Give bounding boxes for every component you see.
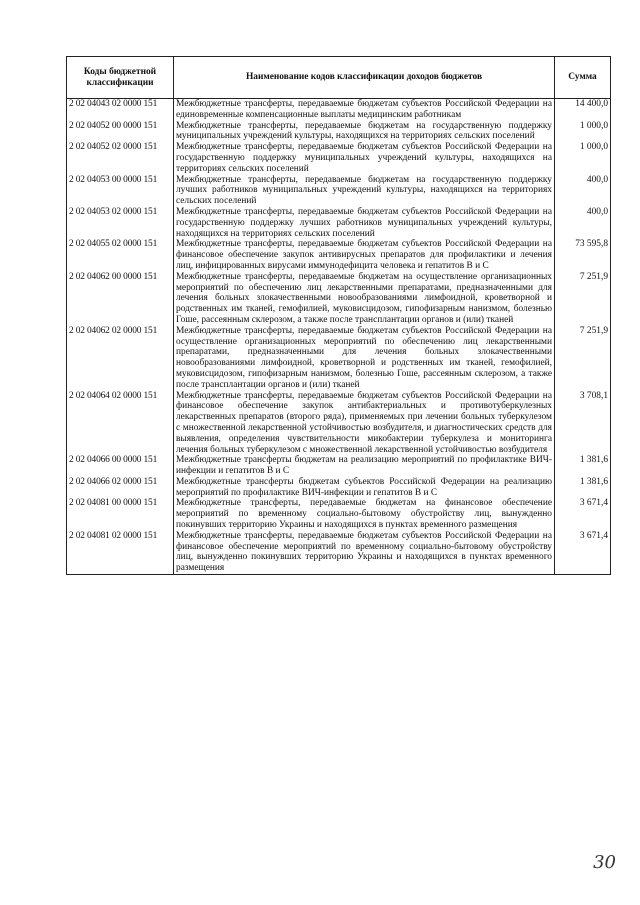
row-sum: 400,0 [555, 207, 611, 239]
row-code: 2 02 04053 02 0000 151 [67, 207, 174, 239]
row-code: 2 02 04066 02 0000 151 [67, 477, 174, 499]
table-row [67, 175, 611, 207]
row-code: 2 02 04066 00 0000 151 [67, 455, 174, 477]
table-row [67, 121, 611, 143]
row-name: Межбюджетные трансферты, передаваемые бюджетам субъектов Российской Федерации на государственную поддержку лучших работников муниципальных учреждений культуры, находящихся на территориях сельских поселений [174, 207, 555, 239]
row-code: 2 02 04081 00 0000 151 [67, 498, 174, 530]
row-code: 2 02 04081 02 0000 151 [67, 531, 174, 575]
row-code: 2 02 04062 02 0000 151 [67, 326, 174, 391]
row-sum: 14 400,0 [555, 99, 611, 121]
row-sum: 1 000,0 [555, 121, 611, 143]
row-code: 2 02 04064 02 0000 151 [67, 391, 174, 456]
table-row [67, 99, 611, 121]
row-name: Межбюджетные трансферты, передаваемые бюджетам на финансовое обеспечение мероприятий по временному социально-бытовому обустройству лиц, вынужденно покинувших территорию Украины и находящихся в пунктах временного размещения [174, 498, 555, 530]
row-code: 2 02 04053 00 0000 151 [67, 175, 174, 207]
row-sum: 73 595,8 [555, 239, 611, 271]
row-code: 2 02 04052 02 0000 151 [67, 142, 174, 174]
row-code: 2 02 04062 00 0000 151 [67, 272, 174, 326]
table-row [67, 207, 611, 239]
row-sum: 3 671,4 [555, 498, 611, 530]
table-row [67, 477, 611, 499]
row-sum: 400,0 [555, 175, 611, 207]
row-sum: 7 251,9 [555, 272, 611, 326]
table-row [67, 391, 611, 456]
row-sum: 1 381,6 [555, 477, 611, 499]
row-sum: 1 000,0 [555, 142, 611, 174]
table-row [67, 455, 611, 477]
header-sum: Сумма [555, 57, 611, 99]
row-sum: 1 381,6 [555, 455, 611, 477]
table-row [67, 272, 611, 326]
row-sum: 3 671,4 [555, 531, 611, 575]
table-row [67, 531, 611, 575]
row-code: 2 02 04043 02 0000 151 [67, 99, 174, 121]
table-row [67, 326, 611, 391]
row-name: Межбюджетные трансферты, передаваемые бюджетам на государственную поддержку лучших работников муниципальных учреждений культуры, находящихся на территориях сельских поселений [174, 175, 555, 207]
row-name: Межбюджетные трансферты бюджетам субъектов Российской Федерации на реализацию мероприятий по профилактике ВИЧ-инфекции и гепатитов В и С [174, 477, 555, 499]
table-body [67, 99, 611, 575]
row-name: Межбюджетные трансферты, передаваемые бюджетам субъектов Российской Федерации на осуществление организационных мероприятий по обеспечению лиц лекарственными препаратами, предназначенными для лечения больных злокачественными новообразованиями лимфоидной, кроветворной и родственных им тканей, гемофилией, муковисцидозом, гипофизарным нанизмом, болезнью Гоше, рассеянным склерозом, а также после трансплантации органов и (или) тканей [174, 326, 555, 391]
table-row [67, 498, 611, 530]
table-row [67, 239, 611, 271]
row-code: 2 02 04052 00 0000 151 [67, 121, 174, 143]
table-header [67, 57, 611, 99]
table-row [67, 142, 611, 174]
budget-classification-table [66, 56, 611, 575]
row-name: Межбюджетные трансферты, передаваемые бюджетам субъектов Российской Федерации на единовременные компенсационные выплаты медицинским работникам [174, 99, 555, 121]
row-name: Межбюджетные трансферты, передаваемые бюджетам на государственную поддержку муниципальных учреждений культуры, находящихся на территориях сельских поселений [174, 121, 555, 143]
page-number: 30 [593, 852, 616, 873]
row-name: Межбюджетные трансферты, передаваемые бюджетам субъектов Российской Федерации на финансовое обеспечение мероприятий по временному социально-бытовому обустройству лиц, вынужденно покинувших территорию Украины и находящихся в пунктах временного размещения [174, 531, 555, 575]
row-name: Межбюджетные трансферты, передаваемые бюджетам на осуществление организационных мероприятий по обеспечению лиц лекарственными препаратами, предназначенными для лечения больных злокачественными новообразованиями лимфоидной, кроветворной и родственных им тканей, гемофилией, муковисцидозом, гипофизарным нанизмом, болезнью Гоше, рассеянным склерозом, а также после трансплантации органов и (или) тканей [174, 272, 555, 326]
row-name: Межбюджетные трансферты, передаваемые бюджетам субъектов Российской Федерации на финансовое обеспечение закупок антивирусных препаратов для профилактики и лечения лиц, инфицированных вирусами иммунодефицита человека и гепатитов В и С [174, 239, 555, 271]
row-sum: 7 251,9 [555, 326, 611, 391]
header-code: Коды бюджетной классификации [67, 57, 174, 99]
row-name: Межбюджетные трансферты, передаваемые бюджетам субъектов Российской Федерации на государственную поддержку муниципальных учреждений культуры, находящихся на территориях сельских поселений [174, 142, 555, 174]
row-code: 2 02 04055 02 0000 151 [67, 239, 174, 271]
row-sum: 3 708,1 [555, 391, 611, 456]
header-name: Наименование кодов классификации доходов бюджетов [174, 57, 555, 99]
row-name: Межбюджетные трансферты, передаваемые бюджетам субъектов Российской Федерации на финансовое обеспечение закупок антибактериальных и противотуберкулезных лекарственных препаратов (второго ряда), применяемых при лечении больных туберкулезом с множественной лекарственной устойчивостью возбудителя, и диагностических средств для выявления, определения чувствительности микобактерии туберкулеза и мониторинга лечения больных туберкулезом с множественной лекарственной устойчивостью возбудителя [174, 391, 555, 456]
row-name: Межбюджетные трансферты бюджетам на реализацию мероприятий по профилактике ВИЧ-инфекции и гепатитов В и С [174, 455, 555, 477]
header-row [67, 57, 611, 99]
